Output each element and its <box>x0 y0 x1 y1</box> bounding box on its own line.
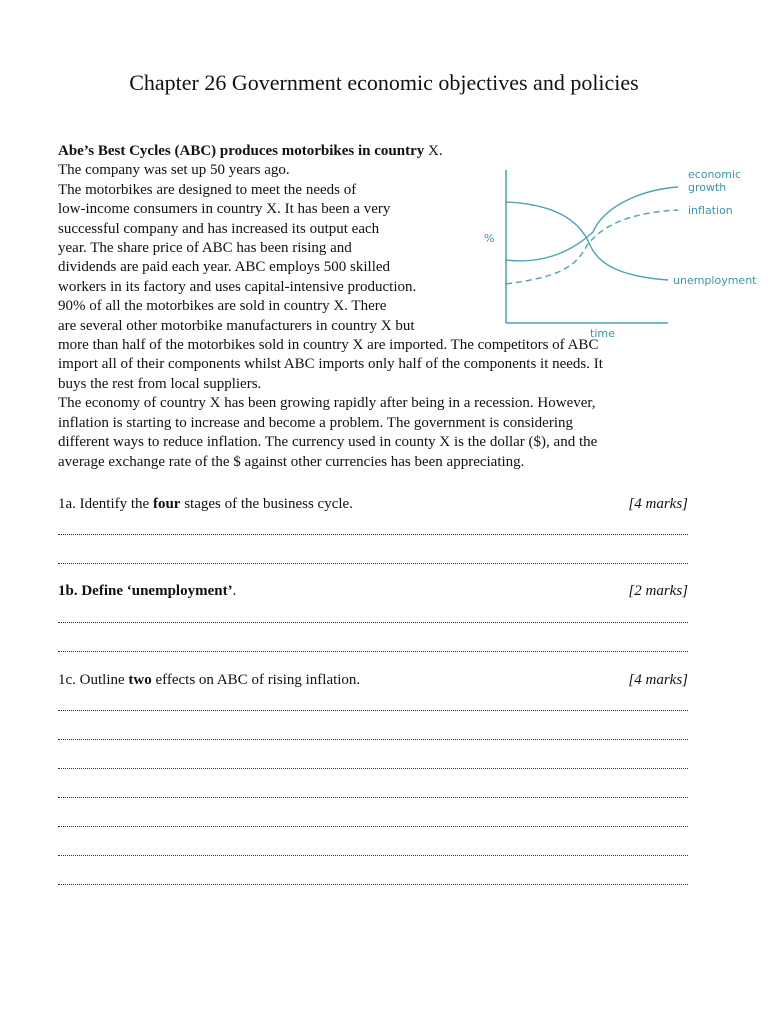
question-text: 1c. Outline <box>58 672 129 688</box>
paragraph-line: The company was set up 50 years ago. <box>58 162 290 179</box>
label-inflation: inflation <box>688 204 733 217</box>
inflation-curve <box>506 210 678 284</box>
paragraph-line: inflation is starting to increase and become a problem. The government is considering <box>58 414 573 431</box>
question-text: 1a. Identify the <box>58 496 153 512</box>
y-axis-label: % <box>484 232 495 245</box>
answer-line[interactable] <box>58 767 688 769</box>
paragraph-line: are several other motorbike manufacturers in country X but <box>58 317 415 334</box>
paragraph-line: import all of their components whilst ABC imports only half of the components it needs. It <box>58 356 603 373</box>
question-1a <box>58 494 688 514</box>
answer-line[interactable] <box>58 796 688 798</box>
paragraph-line: successful company and has increased its output each <box>58 220 380 237</box>
paragraph-line: more than half of the motorbikes sold in country X are imported. The competitors of ABC <box>58 337 599 354</box>
marks-label: [4 marks] <box>628 672 688 688</box>
question-emphasis: four <box>152 496 181 512</box>
label-growth: growth <box>688 181 727 194</box>
paragraph-line: The economy of country X has been growing rapidly after being in a recession. However, <box>58 395 596 412</box>
answer-line[interactable] <box>58 709 688 711</box>
marks-label: [4 marks] <box>628 496 688 512</box>
paragraph-line: The motorbikes are designed to meet the needs of <box>58 181 357 198</box>
question-text: effects on ABC of rising inflation. <box>151 672 361 688</box>
label-economic: economic <box>688 168 742 181</box>
lead-plain: X. <box>424 143 443 159</box>
label-unemployment: unemployment <box>673 274 757 287</box>
paragraph-line: different ways to reduce inflation. The currency used in county X is the dollar ($), and the <box>58 434 598 451</box>
question-1b <box>58 581 688 601</box>
answer-line[interactable] <box>58 621 688 623</box>
lead-bold: Abe’s Best Cycles (ABC) produces motorbikes in country <box>58 143 425 159</box>
paragraph-line: buys the rest from local suppliers. <box>58 375 262 392</box>
question-text: . <box>232 583 237 599</box>
paragraph-line: 90% of all the motorbikes are sold in country X. There <box>58 298 387 315</box>
question-emphasis: two <box>128 672 152 688</box>
question-emphasis: 1b. Define ‘unemployment’ <box>58 583 233 599</box>
answer-line[interactable] <box>58 738 688 740</box>
question-1c <box>58 670 688 690</box>
business-cycle-diagram <box>478 160 760 346</box>
paragraph-line: workers in its factory and uses capital-intensive production. <box>58 278 417 295</box>
paragraph-line: dividends are paid each year. ABC employs 500 skilled <box>58 259 391 276</box>
business-cycle-figure <box>478 160 760 346</box>
x-axis-label: time <box>590 327 615 340</box>
marks-label: [2 marks] <box>628 583 688 599</box>
answer-line[interactable] <box>58 854 688 856</box>
answer-line[interactable] <box>58 883 688 885</box>
case-study-lead <box>58 142 718 161</box>
answer-line[interactable] <box>58 825 688 827</box>
page-title: Chapter 26 Government economic objectives and policies <box>129 70 639 95</box>
question-text: stages of the business cycle. <box>180 496 353 512</box>
answer-line[interactable] <box>58 533 688 535</box>
answer-line[interactable] <box>58 650 688 652</box>
paragraph-line: low-income consumers in country X. It has been a very <box>58 201 391 218</box>
paragraph-line: average exchange rate of the $ against other currencies has been appreciating. <box>58 453 525 470</box>
answer-line[interactable] <box>58 562 688 564</box>
paragraph-line: year. The share price of ABC has been rising and <box>58 240 352 257</box>
